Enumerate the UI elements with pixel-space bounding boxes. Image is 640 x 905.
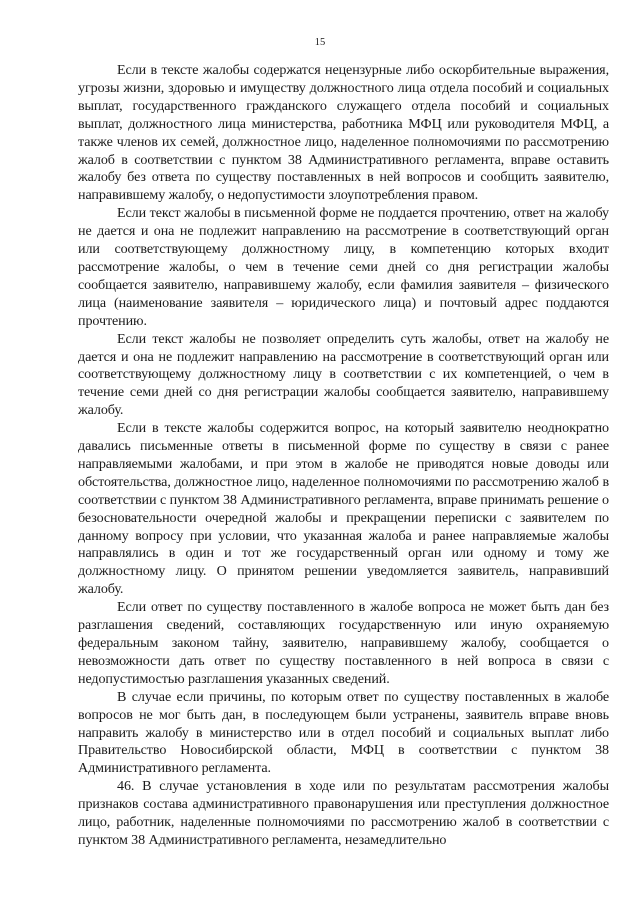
paragraph-unreadable-text: Если текст жалобы в письменной форме не поддается прочтению, ответ на жалобу не дается и она не подлежит направлению на рассмотрение в соответствующий орган или соответствующему должностному лицу, в компетенцию которых входит рассмотрение жалобы, о чем в течение семи дней со дня регистрации жалобы сообщается заявителю, направившему жалобу, если фамилия заявителя – физического лица (наименование заявителя – юридического лица) и почтовый адрес поддаются прочтению. (78, 205, 609, 329)
paragraph-repeated-question: Если в тексте жалобы содержится вопрос, на который заявителю неоднократно давались письменные ответы в письменной форме по существу в связи с ранее направляемыми жалобами, и при этом в жалобе не приводятся новые доводы или обстоятельства, должностное лицо, наделенное полномочиями по рассмотрению жалоб в соответствии с пунктом 38 Административного регламента, вправе принимать решение о безосновательности очередной жалобы и прекращении переписки с заявителем по данному вопросу при условии, что указанная жалоба и ранее направляемые жалобы направлялись в один и тот же государственный орган или одному и тому же должностному лицу. О принятом решении уведомляется заявитель, направивший жалобу. (78, 420, 609, 598)
document-body (78, 62, 609, 850)
paragraph-state-secret: Если ответ по существу поставленного в жалобе вопроса не может быть дан без разглашения сведений, составляющих государственную или иную охраняемую федеральным законом тайну, заявителю, направившему жалобу, сообщается о невозможности дать ответ по существу поставленного в ней вопроса в связи с недопустимостью разглашения указанных сведений. (78, 599, 609, 687)
paragraph-item-46: 46. В случае установления в ходе или по результатам рассмотрения жалобы признаков состава административного правонарушения или преступления должностное лицо, работник, наделенные полномочиями по рассмотрению жалоб в соответствии с пунктом 38 Административного регламента, незамедлительно (78, 778, 609, 848)
page-number: 15 (314, 37, 326, 48)
paragraph-reasons-eliminated: В случае если причины, по которым ответ по существу поставленных в жалобе вопросов не мог быть дан, в последующем были устранены, заявитель вправе вновь направить жалобу в министерство или в отдел пособий и социальных выплат либо Правительство Новосибирской области, МФЦ в соответствии с пунктом 38 Административного регламента. (78, 688, 609, 777)
paragraph-undeterminable-essence: Если текст жалобы не позволяет определить суть жалобы, ответ на жалобу не дается и она не подлежит направлению на рассмотрение в соответствующий орган или соответствующему должностному лицу в соответствии с их компетенцией, о чем в течение семи дней со дня регистрации жалобы сообщается заявителю, направившему жалобу. (78, 330, 609, 419)
paragraph-obscene-language: Если в тексте жалобы содержатся нецензурные либо оскорбительные выражения, угрозы жизни, здоровью и имуществу должностного лица отдела пособий и социальных выплат, государственного гражданского служащего отдела пособий и социальных выплат, должностного лица министерства, работника МФЦ или руководителя МФЦ, а также членов их семей, должностное лицо, наделенное полномочиями по рассмотрению жалоб в соответствии с пунктом 38 Административного регламента, вправе оставить жалобу без ответа по существу поставленных в ней вопросов и сообщить заявителю, направившему жалобу, о недопустимости злоупотребления правом. (78, 62, 609, 204)
